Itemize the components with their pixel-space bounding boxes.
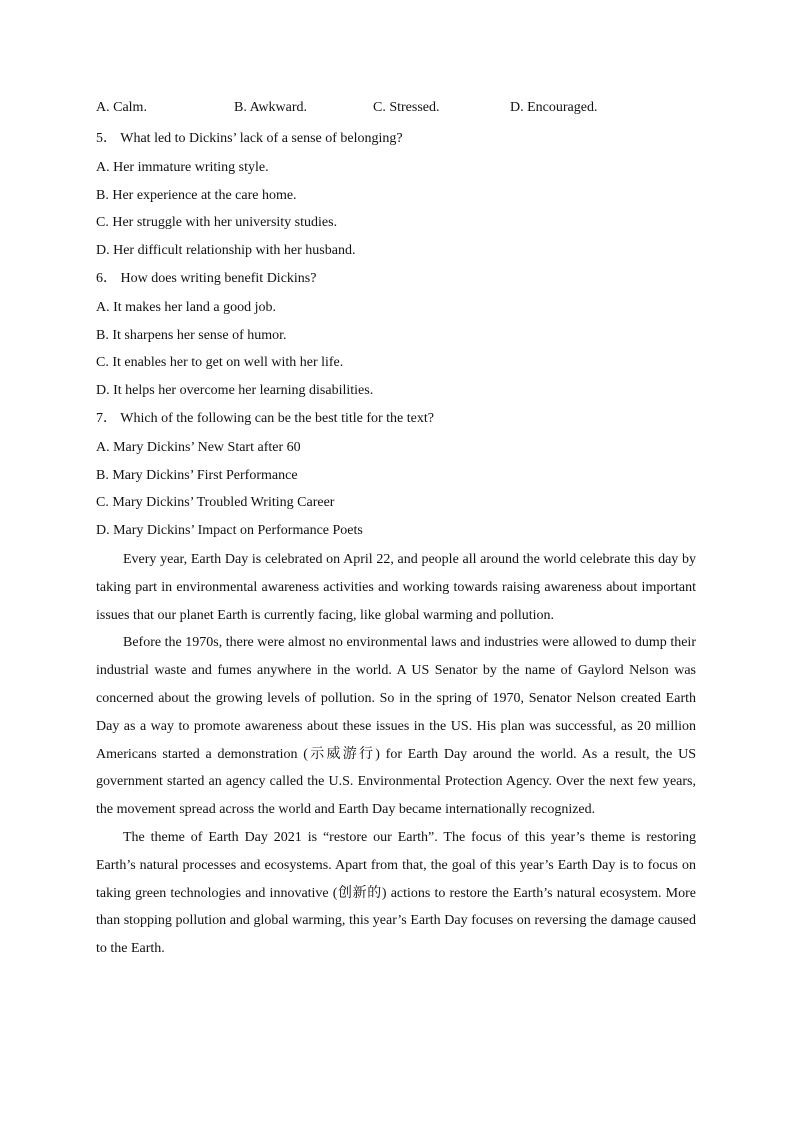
question-text: How does writing benefit Dickins? (120, 271, 317, 286)
choice-a: A. Mary Dickins’ New Start after 60 (96, 440, 301, 455)
question-4-options (96, 94, 696, 122)
question-text: Which of the following can be the best title for the text? (120, 411, 434, 426)
passage-paragraph-1: Every year, Earth Day is celebrated on April 22, and people all around the world celebrate this day by taking part in environmental awareness activities and working towards raising awareness about important issues that our planet Earth is currently facing, like global warming and pollution. (96, 552, 696, 623)
reading-passage (96, 546, 696, 963)
choice-a: A. It makes her land a good job. (96, 300, 277, 315)
choice-c: C. It enables her to get on well with her life. (96, 355, 344, 370)
choice-c: C. Her struggle with her university studies. (96, 215, 338, 230)
question-7 (96, 404, 696, 544)
question-text: What led to Dickins’ lack of a sense of belonging? (120, 131, 403, 146)
question-stem (96, 404, 696, 434)
option-b: B. Awkward. (234, 100, 307, 115)
choice-b: B. Her experience at the care home. (96, 187, 297, 203)
choice-d: D. Her difficult relationship with her husband. (96, 242, 356, 258)
choice-a: A. Her immature writing style. (96, 160, 269, 175)
choice-b: B. Mary Dickins’ First Performance (96, 467, 298, 483)
choice-d: D. Mary Dickins’ Impact on Performance Poets (96, 522, 363, 538)
choice-d: D. It helps her overcome her learning disabilities. (96, 382, 374, 398)
question-number: 5． (96, 131, 117, 146)
question-number: 6． (96, 271, 117, 286)
question-5 (96, 124, 696, 264)
question-stem (96, 124, 696, 154)
passage-paragraph-2: Before the 1970s, there were almost no environmental laws and industries were allowed to dump their industrial waste and fumes anywhere in the world. A US Senator by the name of Gaylord Nelson was concerned about the growing levels of pollution. So in the spring of 1970, Senator Nelson created Earth Day as a way to promote awareness about these issues in the US. His plan was successful, as 20 million Americans started a demonstration (示威游行) for Earth Day around the world. As a result, the US government started an agency called the U.S. Environmental Protection Agency. Over the next few years, the movement spread across the world and Earth Day became internationally recognized. (96, 635, 696, 818)
choice-b: B. It sharpens her sense of humor. (96, 327, 287, 343)
passage-paragraph-3: The theme of Earth Day 2021 is “restore our Earth”. The focus of this year’s theme is restoring Earth’s natural processes and ecosystems. Apart from that, the goal of this year’s Earth Day is to focus on taking green technologies and innovative (创新的) actions to restore the Earth’s natural ecosystem. More than stopping pollution and global warming, this year’s Earth Day focuses on reversing the damage caused to the Earth. (96, 829, 696, 957)
choice-c: C. Mary Dickins’ Troubled Writing Career (96, 495, 335, 510)
question-6 (96, 264, 696, 404)
question-number: 7． (96, 411, 117, 426)
option-c: C. Stressed. (373, 100, 440, 115)
question-stem (96, 264, 696, 294)
option-a: A. Calm. (96, 100, 147, 115)
document-page (96, 94, 696, 963)
option-d: D. Encouraged. (510, 100, 598, 115)
